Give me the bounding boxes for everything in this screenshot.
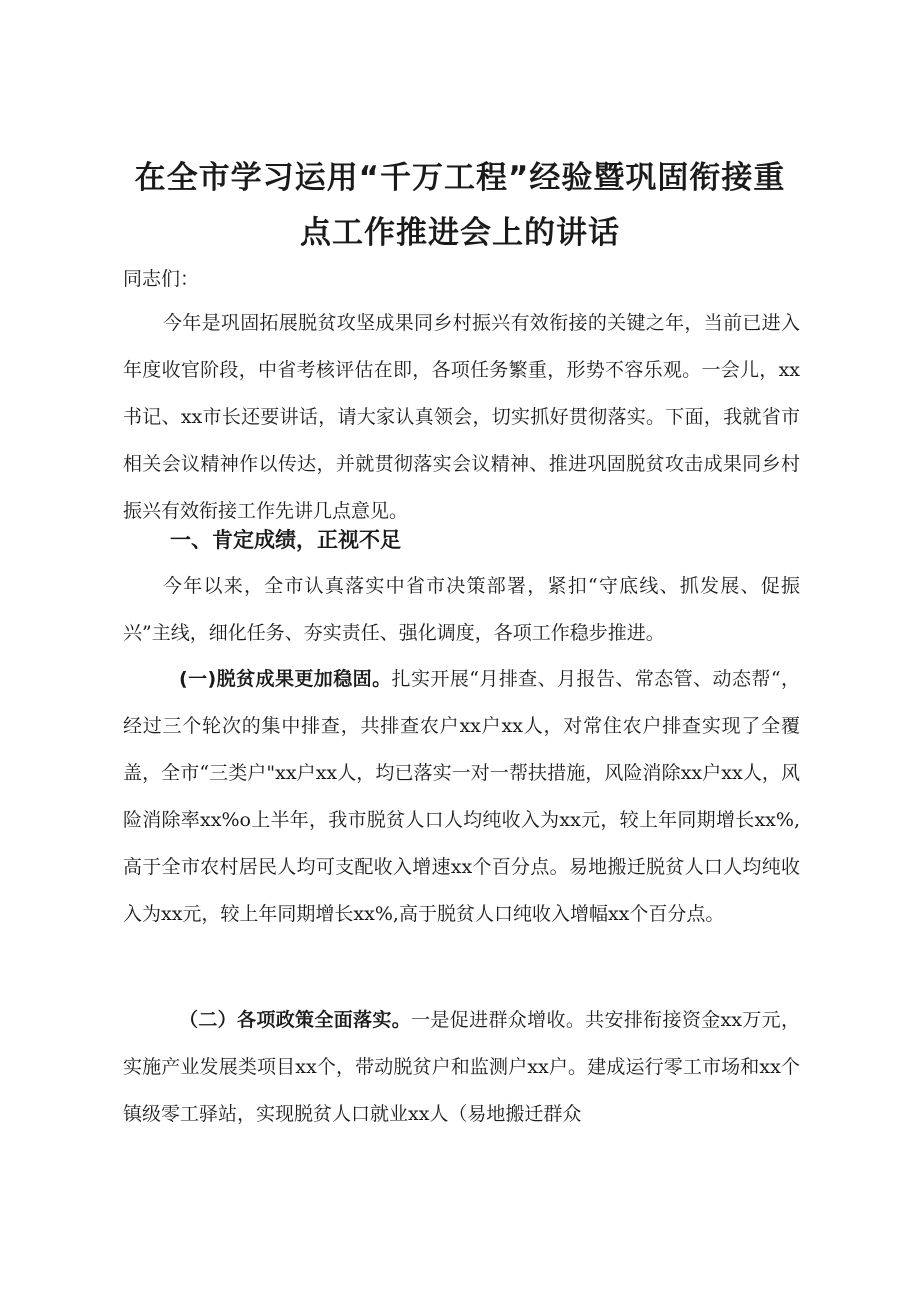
document-title-line-2: 点工作推进会上的讲话 (300, 215, 620, 251)
item-2-lead: （二）各项政策全面落实。 (179, 1009, 412, 1031)
item-paragraph-1 (123, 656, 800, 938)
item-2-body: 一是促进群众增收。共安排衔接资金xx万元，实施产业发展类项目xx个，带动脱贫户和监测户xx户。建成运行零工市场和xx个镇级零工驿站，实现脱贫人口就业xx人（易地搬迁群众 (123, 1009, 800, 1125)
section-intro-paragraph: 今年以来，全市认真落实中省市决策部署，紧扣“守底线、抓发展、促振兴”主线，细化任务、夯实责任、强化调度，各项工作稳步推进。 (123, 575, 800, 644)
item-paragraph-2 (123, 997, 800, 1138)
salutation: 同志们： (123, 268, 200, 290)
item-1-body: 扎实开展“月排查、月报告、常态管、动态帮“，经过三个轮次的集中排查，共排查农户xx户xx人，对常住农户排查实现了全覆盖，全市“三类户"xx户xx人，均已落实一对一帮扶措施，风险消除xx户xx人，风险消除率xx%o上半年，我市脱贫人口人均纯收入为xx元，较上年同期增长xx%,高于全市农村居民人均可支配收入增速xx个百分点。易地搬迁脱贫人口人均纯收入为xx元，较上年同期增长xx%,高于脱贫人口纯收入增幅xx个百分点。 (123, 668, 800, 925)
intro-paragraph: 今年是巩固拓展脱贫攻坚成果同乡村振兴有效衔接的关键之年，当前已进入年度收官阶段，中省考核评估在即，各项任务繁重，形势不容乐观。一会儿，xx书记、xx市长还要讲话，请大家认真领会，切实抓好贯彻落实。下面，我就省市相关会议精神作以传达，并就贯彻落实会议精神、推进巩固脱贫攻击成果同乡村振兴有效衔接工作先讲几点意见。 (123, 312, 800, 522)
section-heading: 一、肯定成绩，正视不足 (170, 528, 401, 552)
document-title-line-1: 在全市学习运用“千万工程”经验暨巩固衔接重 (134, 160, 786, 196)
item-1-lead: (一)脱贫成果更加稳固。 (179, 668, 392, 690)
